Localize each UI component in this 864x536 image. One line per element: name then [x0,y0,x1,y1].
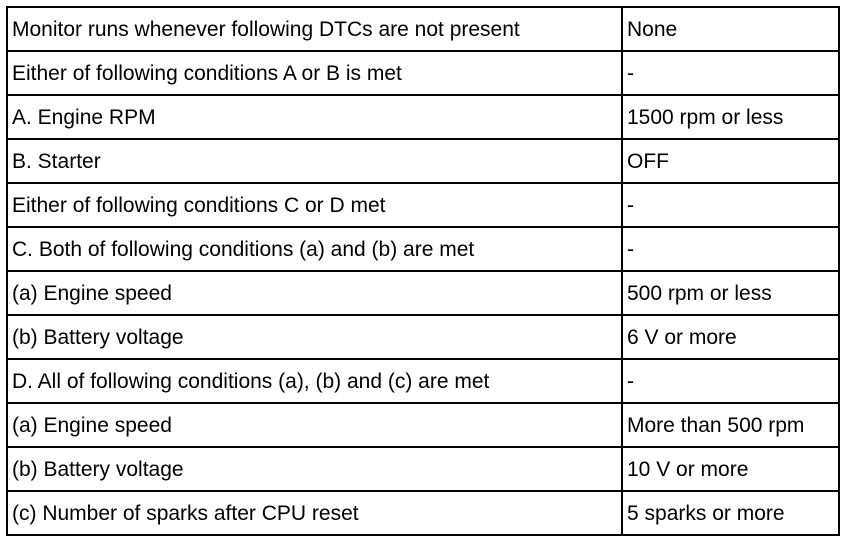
monitor-conditions-table-wrapper [6,6,838,525]
value-cell: 10 V or more [622,447,839,491]
value-cell: OFF [622,139,839,183]
value-cell: - [622,51,839,95]
value-cell: - [622,227,839,271]
condition-cell: (b) Battery voltage [7,447,622,491]
monitor-conditions-table [6,6,840,536]
condition-cell: (b) Battery voltage [7,315,622,359]
condition-cell: A. Engine RPM [7,95,622,139]
table-row [7,359,839,403]
condition-cell: Either of following conditions A or B is met [7,51,622,95]
table-row [7,95,839,139]
table-row [7,139,839,183]
table-row [7,491,839,535]
condition-cell: C. Both of following conditions (a) and (b) are met [7,227,622,271]
condition-cell: (a) Engine speed [7,403,622,447]
condition-cell: B. Starter [7,139,622,183]
table-row [7,403,839,447]
table-row [7,7,839,51]
table-row [7,227,839,271]
value-cell: 500 rpm or less [622,271,839,315]
table-row [7,271,839,315]
value-cell: 5 sparks or more [622,491,839,535]
condition-cell: (c) Number of sparks after CPU reset [7,491,622,535]
value-cell: More than 500 rpm [622,403,839,447]
value-cell: 1500 rpm or less [622,95,839,139]
table-row [7,51,839,95]
table-row [7,447,839,491]
value-cell: None [622,7,839,51]
value-cell: 6 V or more [622,315,839,359]
condition-cell: (a) Engine speed [7,271,622,315]
value-cell: - [622,183,839,227]
condition-cell: D. All of following conditions (a), (b) and (c) are met [7,359,622,403]
value-cell: - [622,359,839,403]
table-row [7,315,839,359]
table-row [7,183,839,227]
condition-cell: Either of following conditions C or D met [7,183,622,227]
condition-cell: Monitor runs whenever following DTCs are not present [7,7,622,51]
